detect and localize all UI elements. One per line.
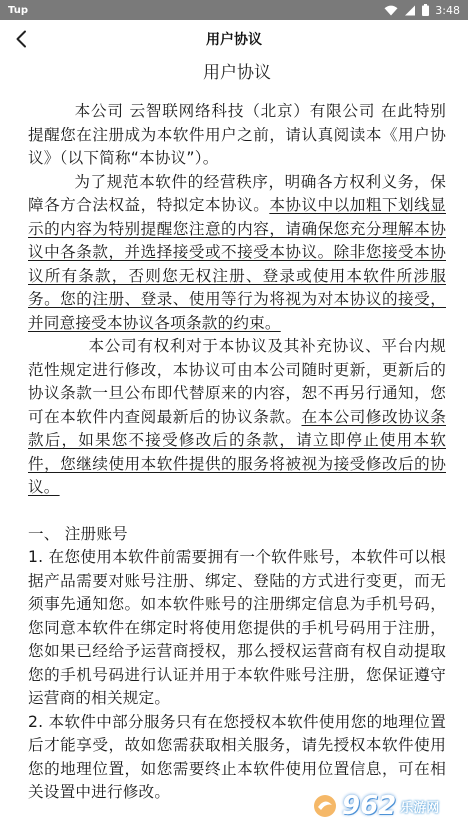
modification-underlined-text: 在本公司修改协议条款后，如果您不接受修改后的条款，请立即停止使用本软件，您继续使用本软件提供的服务将被视为接受修改后的协议。 <box>28 407 446 496</box>
paragraph-intro <box>28 100 446 171</box>
back-button[interactable] <box>6 24 36 54</box>
intro-text: 本公司 云智联网络科技（北京）有限公司 在此特别提醒您在注册成为本软件用户之前，请认真阅读本《用户协议》（以下简称“本协议”）。 <box>28 102 446 167</box>
status-icons <box>384 4 460 17</box>
document-title: 用户协议 <box>203 63 271 83</box>
clock: 3:48 <box>435 3 460 17</box>
battery-icon <box>422 4 429 16</box>
paragraph-modification <box>28 335 446 500</box>
watermark-number: 962 <box>342 791 397 821</box>
navigation-bar <box>0 20 468 58</box>
wifi-icon <box>384 5 398 16</box>
section-heading-register: 一、 注册账号 <box>28 524 128 543</box>
status-bar <box>0 0 468 20</box>
signal-icon <box>404 5 416 16</box>
paragraph-purpose <box>28 171 446 336</box>
watermark-logo <box>312 784 462 828</box>
purpose-text: 为了规范本软件的经营秩序，明确各方权利义务，保障各方合法权益，特拟定本协议。 <box>28 172 446 214</box>
page-title: 用户协议 <box>206 32 262 48</box>
watermark-text: 乐游网 <box>400 800 440 816</box>
carrier-label: Tup <box>8 4 28 16</box>
agreement-content[interactable] <box>0 60 468 805</box>
modification-text: 本公司有权利对于本协议及其补充协议、平台内规范性规定进行修改，本协议可由本公司随时更新，更新后的协议条款一旦公布即代替原来的内容，恕不再另行通知，您可在本软件内查阅最新后的协议条款。 <box>28 337 446 426</box>
purpose-underlined-text: 本协议中以加粗下划线显示的内容为特别提醒您注意的内容，请确保您充分理解本协议中各条款，并选择接受或不接受本协议。除非您接受本协议所有条款，否则您无权注册、登录或使用本软件所涉服务。您的注册、登录、使用等行为将视为对本协议的接受，并同意接受本协议各项条款的约束。 <box>28 196 446 332</box>
bird-logo-icon <box>312 793 338 819</box>
chevron-left-icon <box>15 30 27 48</box>
section-item-1: 1. 在您使用本软件前需要拥有一个软件账号，本软件可以根据产品需要对账号注册、绑定、登陆的方式进行变更，而无须事先通知您。如本软件账号的注册绑定信息为手机号码，您同意本软件在绑定时将使用您提供的手机号码用于注册，您如果已经给予运营商授权，那么授权运营商有权自动提取您的手机号码进行认证并用于本软件账号注册，您保证遵守运营商的相关规定。 <box>28 548 446 707</box>
section-item-2: 2. 本软件中部分服务只有在您授权本软件使用您的地理位置后才能享受，故如您需获取相关服务，请先授权本软件使用您的地理位置，如您需要终止本软件使用位置信息，可在相关设置中进行修改。 <box>28 712 446 801</box>
